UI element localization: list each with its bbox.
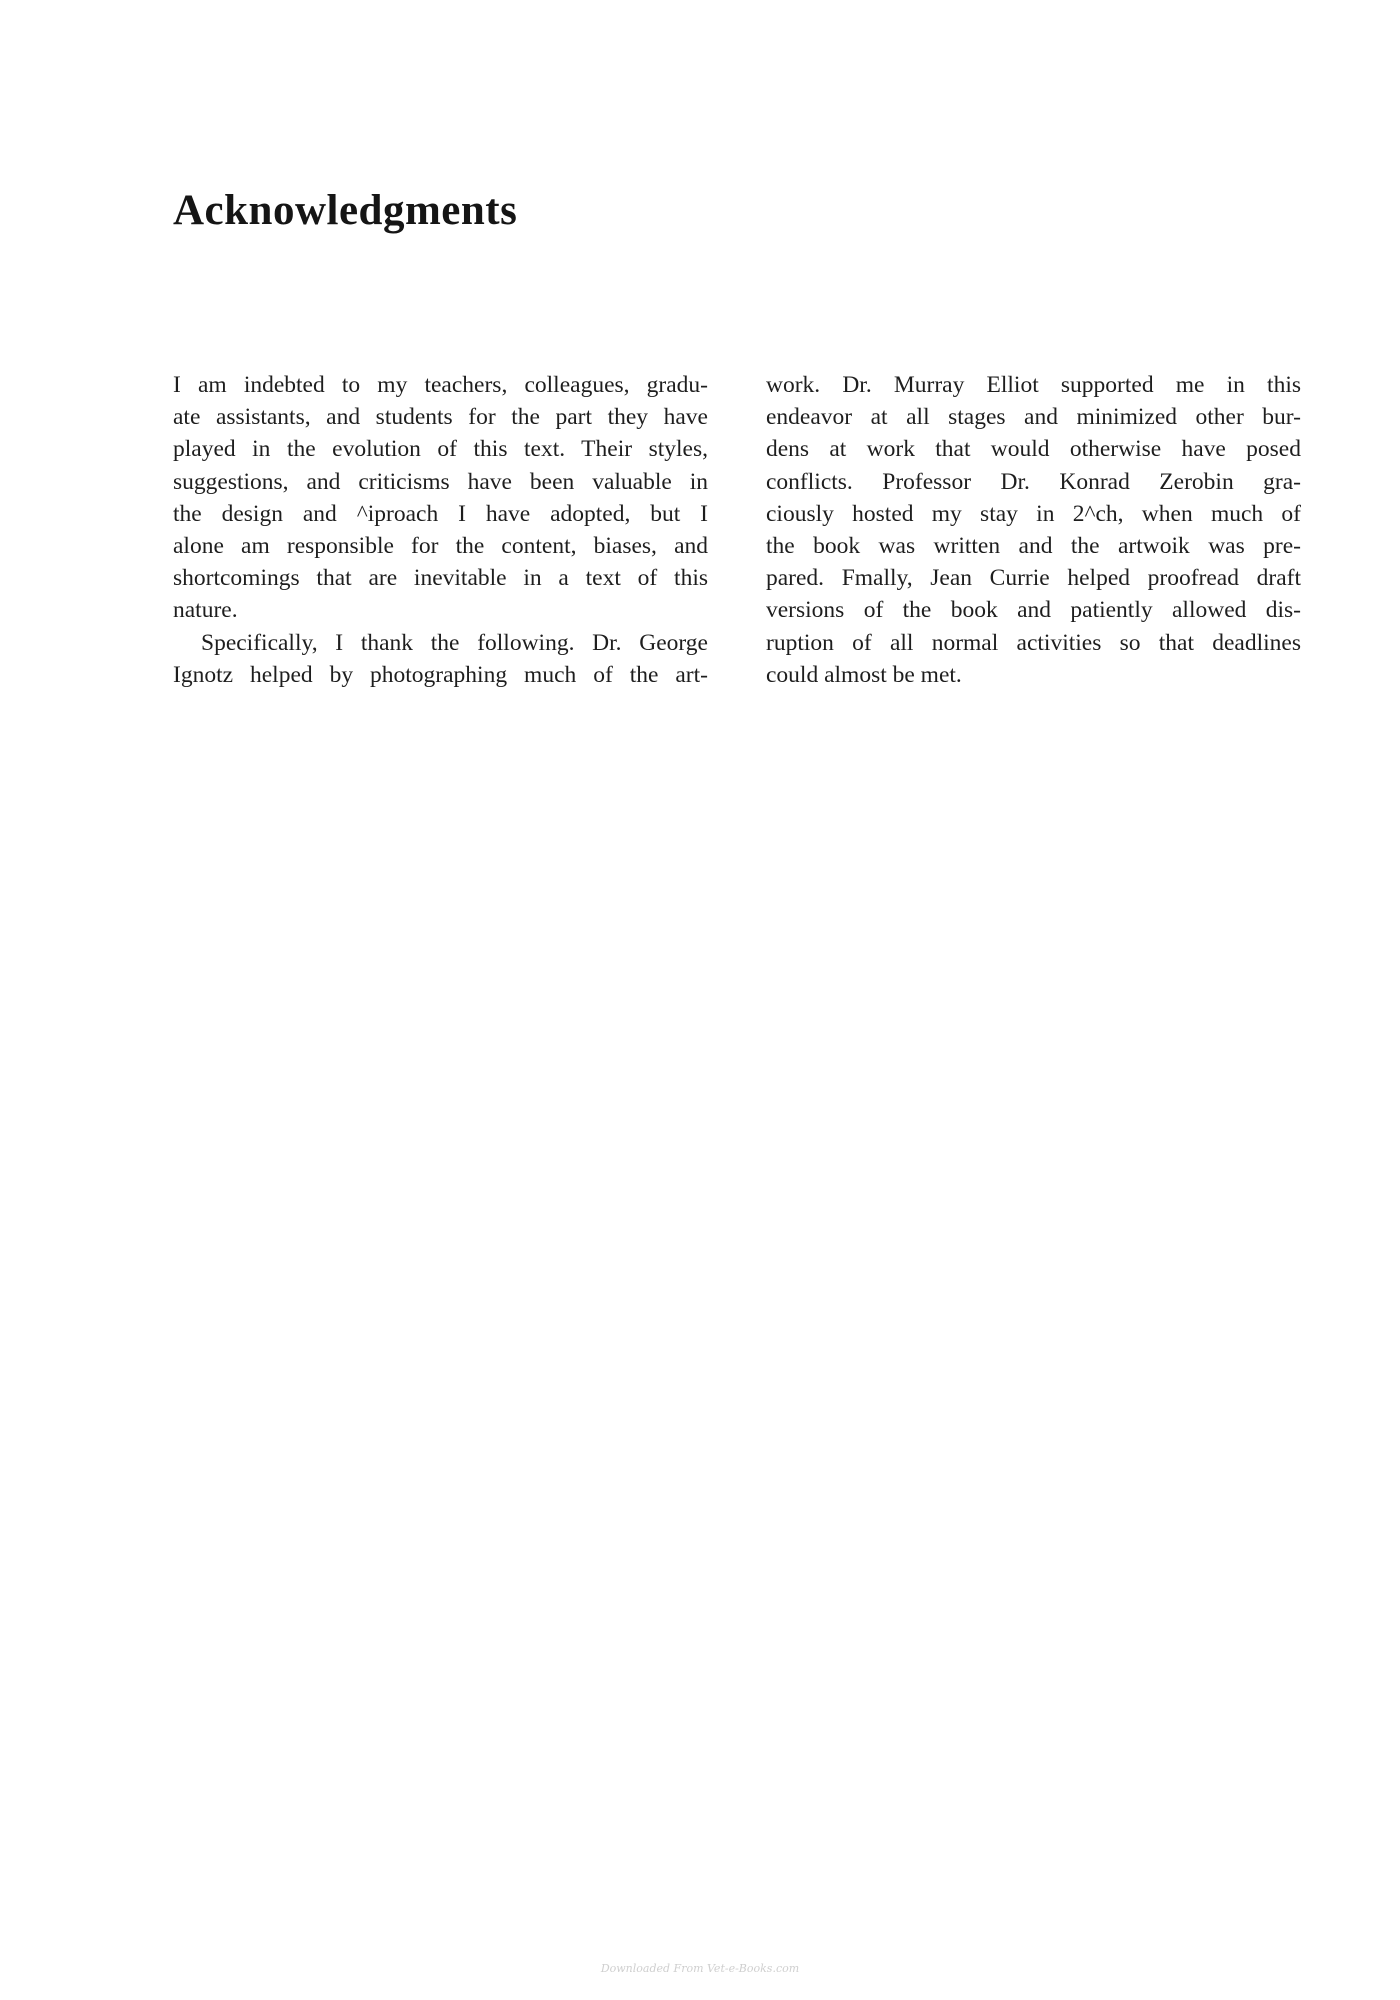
- text-line: conflicts. Professor Dr. Konrad Zerobin gra-: [766, 468, 1301, 495]
- text-line: work. Dr. Murray Elliot supported me in this: [766, 372, 1301, 398]
- text-line: nature.: [173, 597, 238, 624]
- text-line: the design and ^iproach I have adopted, but I: [173, 500, 708, 527]
- text-line: versions of the book and patiently allowed dis-: [766, 597, 1301, 624]
- text-line: Ignotz helped by photographing much of the art-: [173, 661, 708, 688]
- text-line: shortcomings that are inevitable in a text of this: [173, 565, 708, 592]
- text-line: the book was written and the artwoik was pre-: [766, 532, 1301, 559]
- text-line: I am indebted to my teachers, colleagues, gradu-: [173, 372, 708, 398]
- text-line: Specifically, I thank the following. Dr. George: [201, 629, 708, 656]
- text-line: suggestions, and criticisms have been valuable in: [173, 468, 708, 495]
- left-column: [173, 369, 708, 691]
- right-column: [766, 369, 1301, 691]
- text-line: ruption of all normal activities so that deadlines: [766, 629, 1301, 656]
- footer-watermark: Downloaded From Vet-e-Books.com: [600, 1962, 800, 1975]
- text-line: alone am responsible for the content, biases, and: [173, 532, 708, 559]
- text-line: endeavor at all stages and minimized other bur-: [766, 404, 1301, 431]
- text-line: played in the evolution of this text. Their styles,: [173, 436, 708, 463]
- text-line: ciously hosted my stay in 2^ch, when much of: [766, 500, 1301, 527]
- text-line: ate assistants, and students for the part they have: [173, 404, 708, 431]
- page-title: Acknowledgments: [173, 187, 518, 234]
- text-line: could almost be met.: [766, 661, 962, 688]
- text-line: dens at work that would otherwise have posed: [766, 436, 1301, 463]
- text-line: pared. Fmally, Jean Currie helped proofread draft: [766, 565, 1301, 592]
